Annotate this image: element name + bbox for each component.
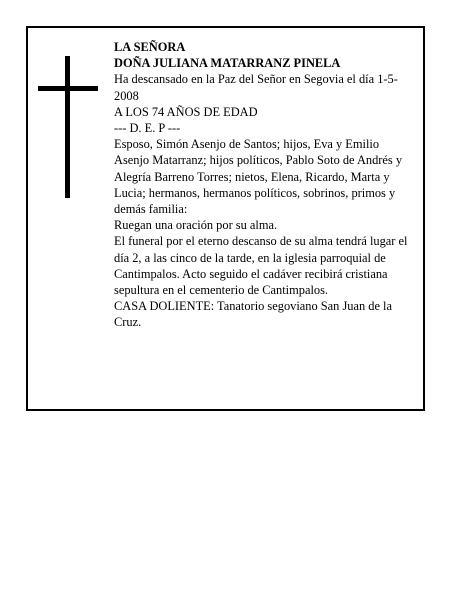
cross-horizontal-bar [38, 86, 98, 91]
obituary-text [114, 39, 416, 331]
age-line: A LOS 74 AÑOS DE EDAD [114, 104, 258, 119]
death-statement: Ha descansado en la Paz del Señor en Segovia el día 1-5-2008 [114, 72, 398, 103]
obituary-notice [26, 26, 425, 411]
honorific: LA SEÑORA [114, 40, 186, 54]
cross-icon [38, 56, 98, 198]
cross-vertical-bar [65, 56, 70, 198]
mourning-house: CASA DOLIENTE: Tanatorio segoviano San Juan de la Cruz. [114, 299, 392, 330]
rip-line: --- D. E. P --- [114, 121, 181, 136]
family-list: Esposo, Simón Asenjo de Santos; hijos, Eva y Emilio Asenjo Matarranz; hijos políticos, Pablo Soto de Andrés y Alegría Barreno Torres; nietos, Elena, Ricardo, Marta y Lucia; hermanos, hermanos políticos, sobrinos, primos y demás familia: [114, 137, 403, 217]
deceased-name: DOÑA JULIANA MATARRANZ PINELA [114, 56, 341, 71]
funeral-details: El funeral por el eterno descanso de su alma tendrá lugar el día 2, a las cinco de la tarde, en la iglesia parroquial de Cantimpalos. Acto seguido el cadáver recibirá cristiana sepultura en el cementerio de Cantimpalos. [114, 234, 408, 298]
prayer-request: Ruegan una oración por su alma. [114, 218, 278, 233]
